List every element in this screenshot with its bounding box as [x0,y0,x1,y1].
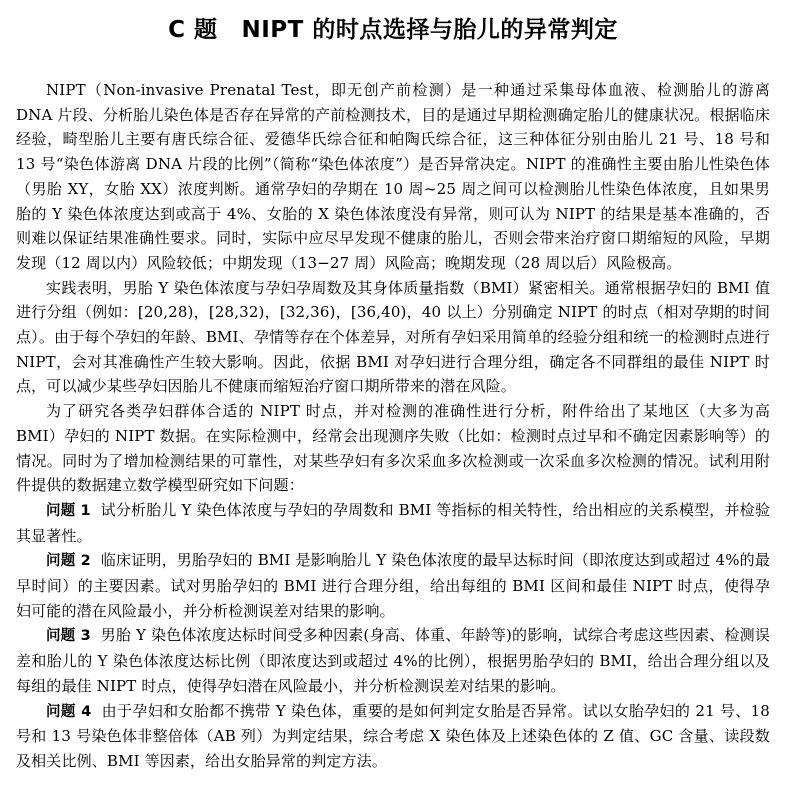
document-body [16,78,770,774]
question-text: 男胎 Y 染色体浓度达标时间受多种因素(身高、体重、年龄等)的影响，试综合考虑这些因素、检测误差和胎儿的 Y 染色体浓度达标比例（即浓度达到或超过 4%的比例），根据男胎孕妇的 BMI，给出合理分组以及每组的最佳 NIPT 时点，使得孕妇潜在风险最小，并分析检测误差对结果的影响。 [16,626,770,695]
question-label: 问题 1 [46,502,91,519]
question-3 [16,623,770,698]
question-text: 试分析胎儿 Y 染色体浓度与孕妇的孕周数和 BMI 等指标的相关特性，给出相应的关系模型，并检验其显著性。 [16,500,770,545]
research-paragraph: 为了研究各类孕妇群体合适的 NIPT 时点，并对检测的准确性进行分析，附件给出了某地区（大多为高 BMI）孕妇的 NIPT 数据。在实际检测中，经常会出现测序失败（比如：检测时点过早和不确定因素影响等）的情况。同时为了增加检测结果的可靠性，对某些孕妇有多次采血多次检测或一次采血多次检测的情况。试利用附件提供的数据建立数学模型研究如下问题： [16,402,770,495]
question-text: 临床证明，男胎孕妇的 BMI 是影响胎儿 Y 染色体浓度的最早达标时间（即浓度达到或超过 4%的最早时间）的主要因素。试对男胎孕妇的 BMI 进行合理分组，给出每组的 BMI 区间和最佳 NIPT 时点，使得孕妇可能的潜在风险最小，并分析检测误差对结果的影响。 [16,551,770,620]
question-text: 由于孕妇和女胎都不携带 Y 染色体，重要的是如何判定女胎是否异常。试以女胎孕妇的 21 号、18 号和 13 号染色体非整倍体（AB 列）为判定结果，综合考虑 X 染色体及上述染色体的 Z 值、GC 含量、读段数及相关比例、BMI 等因素，给出女胎异常的判定方法。 [16,701,770,770]
question-2 [16,548,770,623]
problem-title: NIPT 的时点选择与胎儿的异常判定 [241,17,618,43]
page-title [16,12,770,48]
question-1 [16,498,770,548]
practice-paragraph: 实践表明，男胎 Y 染色体浓度与孕妇孕周数及其身体质量指数（BMI）紧密相关。通常根据孕妇的 BMI 值进行分组（例如：[20,28)，[28,32)，[32,36)，[36,40)，40 以上）分别确定 NIPT 的时点（相对孕期的时间点）。由于每个孕妇的年龄、BMI、孕情等存在个体差异，对所有孕妇采用简单的经验分组和统一的检测时点进行 NIPT，会对其准确性产生较大影响。因此，依据 BMI 对孕妇进行合理分组，确定各不同群组的最佳 NIPT 时点，可以减少某些孕妇因胎儿不健康而缩短治疗窗口期所带来的潜在风险。 [16,278,770,396]
problem-label: C 题 [168,17,218,43]
intro-paragraph: NIPT（Non-invasive Prenatal Test，即无创产前检测）是一种通过采集母体血液、检测胎儿的游离 DNA 片段、分析胎儿染色体是否存在异常的产前检测技术，目的是通过早期检测确定胎儿的健康状况。根据临床经验，畸型胎儿主要有唐氏综合征、爱德华氏综合征和帕陶氏综合征，这三种体征分别由胎儿 21 号、18 号和 13 号“染色体游离 DNA 片段的比例”（简称“染色体浓度”）是否异常决定。NIPT 的准确性主要由胎儿性染色体（男胎 XY，女胎 XX）浓度判断。通常孕妇的孕期在 10 周~25 周之间可以检测胎儿性染色体浓度，且如果男胎的 Y 染色体浓度达到或高于 4%、女胎的 X 染色体浓度没有异常，则可认为 NIPT 的结果是基本准确的，否则难以保证结果准确性要求。同时，实际中应尽早发现不健康的胎儿，否则会带来治疗窗口期缩短的风险，早期发现（12 周以内）风险较低；中期发现（13−27 周）风险高；晚期发现（28 周以后）风险极高。 [16,81,770,272]
question-label: 问题 2 [46,553,91,570]
question-label: 问题 4 [46,703,92,720]
question-label: 问题 3 [46,628,91,645]
question-4 [16,699,770,774]
